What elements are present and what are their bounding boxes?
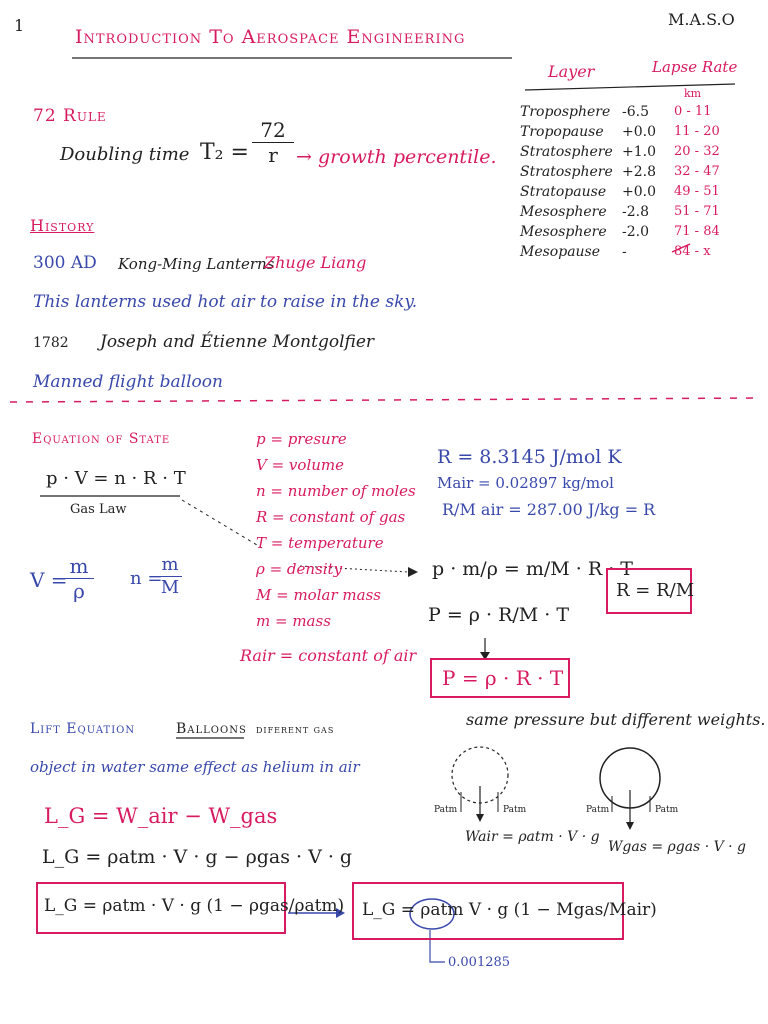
table-header-rate: Lapse Rate — [652, 58, 738, 76]
doubling-time-lhs: T₂ = — [200, 140, 249, 165]
balloon-1-patm-right: Patm — [503, 805, 527, 815]
variable-definition: n = number of moles — [256, 482, 416, 500]
atm-layer-7: Mesopause — [520, 244, 601, 260]
atm-layer-4: Stratopause — [520, 184, 607, 200]
atm-range-3: 32 - 47 — [674, 164, 720, 179]
atm-rate-3: +2.8 — [622, 164, 656, 180]
history-name-1: Zhuge Liang — [264, 253, 367, 272]
fraction-numerator: 72 — [260, 118, 286, 142]
atm-range-4: 49 - 51 — [674, 184, 720, 199]
atm-rate-0: -6.5 — [622, 104, 649, 120]
variable-definition: m = mass — [256, 612, 331, 630]
lift-eq-3: L_G = ρatm · V · g (1 − ρgas/ρatm) — [44, 896, 345, 916]
atm-rate-5: -2.8 — [622, 204, 649, 220]
weight-air-label: Wair = ρatm · V · g — [465, 829, 600, 845]
specific-gas-constant: R/M air = 287.00 J/kg = R — [442, 500, 656, 519]
volume-fraction — [64, 556, 94, 601]
page-number: 1 — [14, 16, 25, 35]
atm-layer-5: Mesosphere — [520, 204, 607, 220]
lift-sub-balloons: Balloons — [176, 721, 247, 737]
variable-definition: V = volume — [256, 456, 345, 474]
atm-range-6: 71 - 84 — [674, 224, 720, 239]
moles-fraction — [158, 556, 182, 597]
rair-definition: Rair = constant of air — [240, 646, 417, 665]
variable-definition: p = presure — [256, 430, 347, 448]
weight-gas-label: Wgas = ρgas · V · g — [608, 839, 747, 855]
history-text-1: Kong-Ming Lanterns — [118, 255, 275, 273]
variable-definition: M = molar mass — [256, 586, 381, 604]
atm-rate-1: +0.0 — [622, 124, 656, 140]
atm-rate-4: +0.0 — [622, 184, 656, 200]
atm-range-2: 20 - 32 — [674, 144, 720, 159]
lift-heading: Lift Equation — [30, 721, 136, 737]
atm-rate-2: +1.0 — [622, 144, 656, 160]
rule72-heading: 72 Rule — [33, 106, 107, 126]
table-header-layer: Layer — [548, 62, 595, 81]
doubling-fraction — [252, 120, 294, 165]
atm-rate-7: - — [622, 244, 627, 260]
history-heading: History — [30, 216, 95, 235]
atm-rate-6: -2.0 — [622, 224, 649, 240]
author-mark: M.A.S.O — [668, 10, 735, 29]
gas-constant-value: R = 8.3145 J/mol K — [437, 446, 622, 468]
table-header-unit: km — [684, 87, 702, 100]
volume-lhs: V = — [30, 568, 68, 592]
atm-layer-2: Stratosphere — [520, 144, 613, 160]
lift-eq-1: L_G = W_air − W_gas — [44, 804, 278, 828]
history-text-3: Joseph and Étienne Montgolfier — [100, 332, 375, 352]
derivation-step-1: p · m/ρ = m/M · R · T — [432, 558, 633, 580]
moles-numerator: m — [161, 554, 179, 575]
molar-mass-air: Mair = 0.02897 kg/mol — [437, 474, 614, 492]
atm-range-0: 0 - 11 — [674, 104, 712, 119]
doubling-time-label: Doubling time — [60, 144, 190, 165]
derivation-step-2: P = ρ · R/M · T — [428, 604, 570, 626]
growth-percentile-note: → growth percentile. — [296, 146, 497, 168]
atm-range-1: 11 - 20 — [674, 124, 720, 139]
history-text-2: This lanterns used hot air to raise in the sky. — [33, 292, 418, 312]
atm-layer-1: Tropopause — [520, 124, 604, 140]
page-title: Introduction To Aerospace Engineering — [75, 26, 466, 48]
variable-definition: ρ = density — [256, 560, 343, 578]
variable-definition: R = constant of gas — [256, 508, 406, 526]
history-text-4: Manned flight balloon — [33, 372, 223, 392]
moles-denominator: M — [160, 577, 180, 598]
state-heading: Equation of State — [32, 431, 171, 447]
history-year-2: 1782 — [33, 335, 69, 351]
lift-eq-4: L_G = ρatm V · g (1 − Mgas/Mair) — [362, 900, 657, 920]
fraction-denominator: r — [268, 143, 278, 167]
balloon-2-patm-left: Patm — [586, 805, 610, 815]
patm-value: 0.001285 — [448, 955, 511, 970]
atm-range-7: 84 - x — [674, 244, 711, 259]
lift-eq-2: L_G = ρatm · V · g − ρgas · V · g — [42, 846, 353, 868]
atm-layer-0: Troposphere — [520, 104, 611, 120]
balloon-2-patm-right: Patm — [655, 805, 679, 815]
derivation-step-3: P = ρ · R · T — [442, 666, 564, 690]
volume-numerator: m — [69, 554, 89, 578]
atm-layer-3: Stratosphere — [520, 164, 613, 180]
r-ratio: R = R/M — [616, 580, 695, 601]
volume-denominator: ρ — [73, 579, 85, 603]
gas-law-label: Gas Law — [70, 502, 127, 517]
balloon-1-patm-left: Patm — [434, 805, 458, 815]
lift-analogy: object in water same effect as helium in air — [30, 758, 360, 776]
history-year-1: 300 AD — [33, 253, 97, 273]
moles-lhs: n = — [130, 568, 163, 589]
variable-definition: T = temperature — [256, 534, 384, 552]
atm-layer-6: Mesosphere — [520, 224, 607, 240]
pressure-note: same pressure but different weights. — [466, 710, 766, 729]
lift-sub-gas: diferent gas — [256, 723, 335, 736]
gas-law-equation: p · V = n · R · T — [46, 468, 186, 489]
atm-range-5: 51 - 71 — [674, 204, 720, 219]
